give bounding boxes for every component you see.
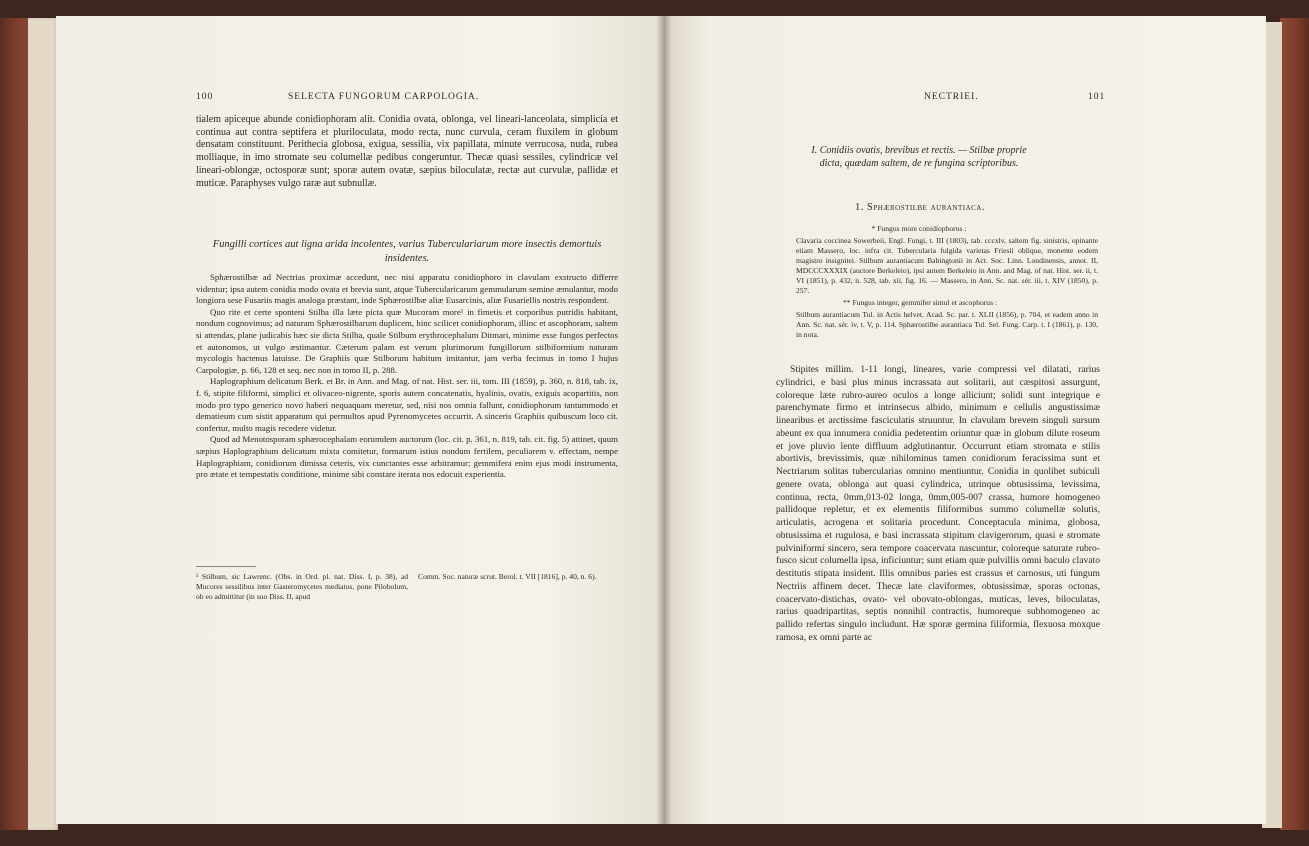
left-body-paragraph: Sphærostilbæ ad Nectrias proximæ accedunt, nec nisi apparatu conidiophoro in clavulam exstructo differre videntur; ipsa autem conidia modo ovata et brevia sunt, atque Tubercularicarum gemmularum semine æmulantur, modo longiora sese Fusariis magis analoga præstant, inde Sphærostilbæ aliæ Eusarcinis, aliæ Fusariellis nostris respondent.: [196, 272, 618, 306]
right-cover-edge: [1280, 18, 1309, 830]
synonym-block-2: Stilbum aurantiacum Tul. in Actis helvet. Acad. Sc. par. t. XLII (1856), p. 704, et eadem anno in Ann. Sc. nat. sér. iv, t. V, p. 114. Sphærostilbe aurantiaca Tul. Sel. Fung. Carp. t. I (1861), p. 130, in nota.: [796, 310, 1098, 339]
species-heading: 1. Sphærostilbe aurantiaca.: [855, 202, 985, 213]
left-italic-heading: Fungilli cortices aut ligna arida incolentes, varius Tuberculariarum more insectis demortuis insidentes.: [212, 239, 602, 264]
right-section-title: I. Conidiis ovatis, brevibus et rectis. — Stilbæ proprie dicta, quædam saltem, de re fungina scriptoribus.: [811, 145, 1027, 169]
left-body-paragraph: Haplographium delicatum Berk. et Br. in Ann. and Mag. of nat. Hist. ser. iii, tom. III (1859), p. 360, n. 818, tab. ix, f. 6, stipite filiformi, simplici et olivaceo-nigrente, sporis autem concatenatis, hyalinis, ovatis, exiguis acopartitis, non modo pro typo generico novo haberi nequaquam meretur, sed, nisi nos omnia fallunt, conidiophorum tantummodo et dematieum cum sistit apparatum qui permultos apud Pyrenomycetes occurrit. A sinceris Graphiis quibuscum loco cit. confertur, multo magis recedere videtur.: [196, 376, 618, 433]
left-body: [196, 272, 618, 481]
synonym-heading-2: ** Fungus integer, gemmifer simul et ascophorus :: [842, 298, 998, 307]
left-body-paragraph: Quo rite et certe sponteni Stilba illa læte picta quæ Mucoram more¹ in fimetis et corporibus putridis habitant, nondum cognovimus; ad naturam Sphærostilbarum duplicem, hinc scilicet conidiophoram, illinc et ascophoram, saltem si attendas, plane judicabis hæc sie dicta Stilba, quale Stilbum erythrocephalum Ditmari, minime esse fungos perfectos et autonomos, ut vulgo æstimantur. Cæterum palam est verum plurimorum fungillorum stilbiformium naturam mycologis hactenus latuisse. De Graphiis quæ Stilborum habitum imitantur, jam verba fecimus in tomo I hujus Carpologiæ, p. 66, 128 et seq. nec non in tomo II, p. 288.: [196, 306, 618, 375]
left-footnote-col2: Comm. Soc. naturæ scrut. Berol. t. VII [1816], p. 40, n. 6).: [418, 572, 597, 581]
synonym-heading-1: * Fungus more conidiophorus :: [871, 224, 967, 233]
left-page-number: 100: [196, 92, 214, 102]
right-body-text: Stipites millim. 1-11 longi, lineares, varie compressi vel dilatati, rarius cylindrici, e basi plus minus incrassata aut solitarii, aut cæspitosi assurgunt, coloreque læte rubro-aureo oculos a longe alliciunt; solidi sunt integrique e parenchymate firmo et intrinsecus albido, minimum e cellulis angustissimæ linearibus et arctissime fasciculatis struuntur. In clavulam brevem singuli sursum abeunt ex qua innumera conidia pedetentim oriuntur quæ in globum dilute roseum et jove pluvio lente diffluum adglutinantur. Occurrunt etiam stromata e stilis abortivis, brevissimis, quæ nihilominus tamen conidiorum feracissima sunt et Nectriarum solitas tubercularias omnino mentiuntur. Conidia in quolibet subiculi genere ovata, oblonga aut quasi cylindrica, utrinque obtusissima, levissima, continua, recta, 0mm,013-02 longa, 0mm,005-007 crassa, humore homogeneo pallidoque repletur, et ex elementis filiformibus summo columellæ solutis, articulatis, acrogena et solitaria procedunt. Conceptacula minima, globosa, obtusissima et rugulosa, e basi incrassata stipitum clavigerorum, quasi e stromate pulviniformi sincero, sera tempore coacervata nascuntur, coloreque saturate rubro-fusco sicut columella ipsa, inficiuntur; sunt etiam quæ pulvillis omni baculo clavato destitutis stipata insident. Illis omnibus paries est crassus et carnosus, uti fungum Nectriis affinem decet. Thecæ late claviformes, obtusissimæ, sporas octonas, coacervato-distichas, ovato- vel obovato-oblongas, muticas, leves, biloculatas, rarius quadripartitas, septis nonnihil contractis, humoreque subhomogeneo ac pallido refertas singulo includunt. Hæ sporæ germina filiformia, flexuosa moxque ramosa, ex omni parte ac: [776, 364, 1100, 643]
synonym-block-1: Clavaria coccinea Sowerbeii, Engl. Fungi, t. III (1803), tab. cccxlv, saltem fig. sinistris, opinante etiam Massero, loc. infra cit. Tubercularia fulgida varietas Friesii oblique, monente eodem magistro insignitei. Stilbum aurantiacum Babingtonii in Act. Soc. Linn. Londinensis, annot. II, MDCCCXXXIX (auctore Berkeleio), ipsi autem Berkeleio in Ann. and Mag. of nat. Hist. ser. ii, t. VI (1851), p. 432, n. 528, tab. xii, fig. 16. — Massero, in Ann. Sc. nat. sér. iii, t. XIV (1850), p. 257.: [796, 236, 1098, 295]
right-page-number: 101: [1088, 92, 1106, 102]
footnote-rule: [196, 566, 256, 567]
left-footnote-col1: ¹ Stilbum, sic Lawrenc. (Obs. in Ord. pl. nat. Diss. I, p. 38), ad Mucores sessilibus inter Gasteromycetes mediatos, pone Pilobolum, ob eo admittitur (in suo Diss. II, apud: [196, 572, 408, 601]
right-running-head: NECTRIEI.: [924, 92, 979, 102]
left-running-head: SELECTA FUNGORUM CARPOLOGIA.: [288, 92, 480, 102]
left-body-paragraph: Quod ad Menotosporam sphærocephalam eorumdem auctorum (loc. cit. p. 361, n. 819, tab. cit. fig. 5) attinet, quum sæpius Haplographium delicatum mixta comitetur, formarum istius nondum fertilem, peculiarem v. effectam, nempe Haplographiam, conidiorum dimissa ceteris, vix cunctantes esse arbitramur; gemmifera enim ejus modi instrumenta, pro ætate et tempestatis conditione, minime sibi constare iterata nos edocuit experientia.: [196, 434, 618, 480]
book-gutter: [656, 16, 672, 824]
left-page-edges: [28, 18, 58, 830]
left-intro-paragraph: tialem apiceque abunde conidiophoram alit. Conidia ovata, oblonga, vel lineari-lanceolata, simplicia et continua aut contra septifera et pluriloculata, modo recta, nunc curvula, ceram fluxilem in globum densatam constituunt. Perithecia globosa, exigua, sessilia, vix papillata, minute verrucosa, nuda, rubea molliaque, in imo stromate seu columellæ pedibus congeruntur. Thecæ quasi sessiles, cylindricæ vel lineari-oblongæ, octosporæ sunt; sporæ autem ovatæ, sæpius biloculatæ, rectæ aut curvulæ, pallidæ et muticæ. Paraphyses vulgo raræ aut subnullæ.: [196, 114, 618, 189]
